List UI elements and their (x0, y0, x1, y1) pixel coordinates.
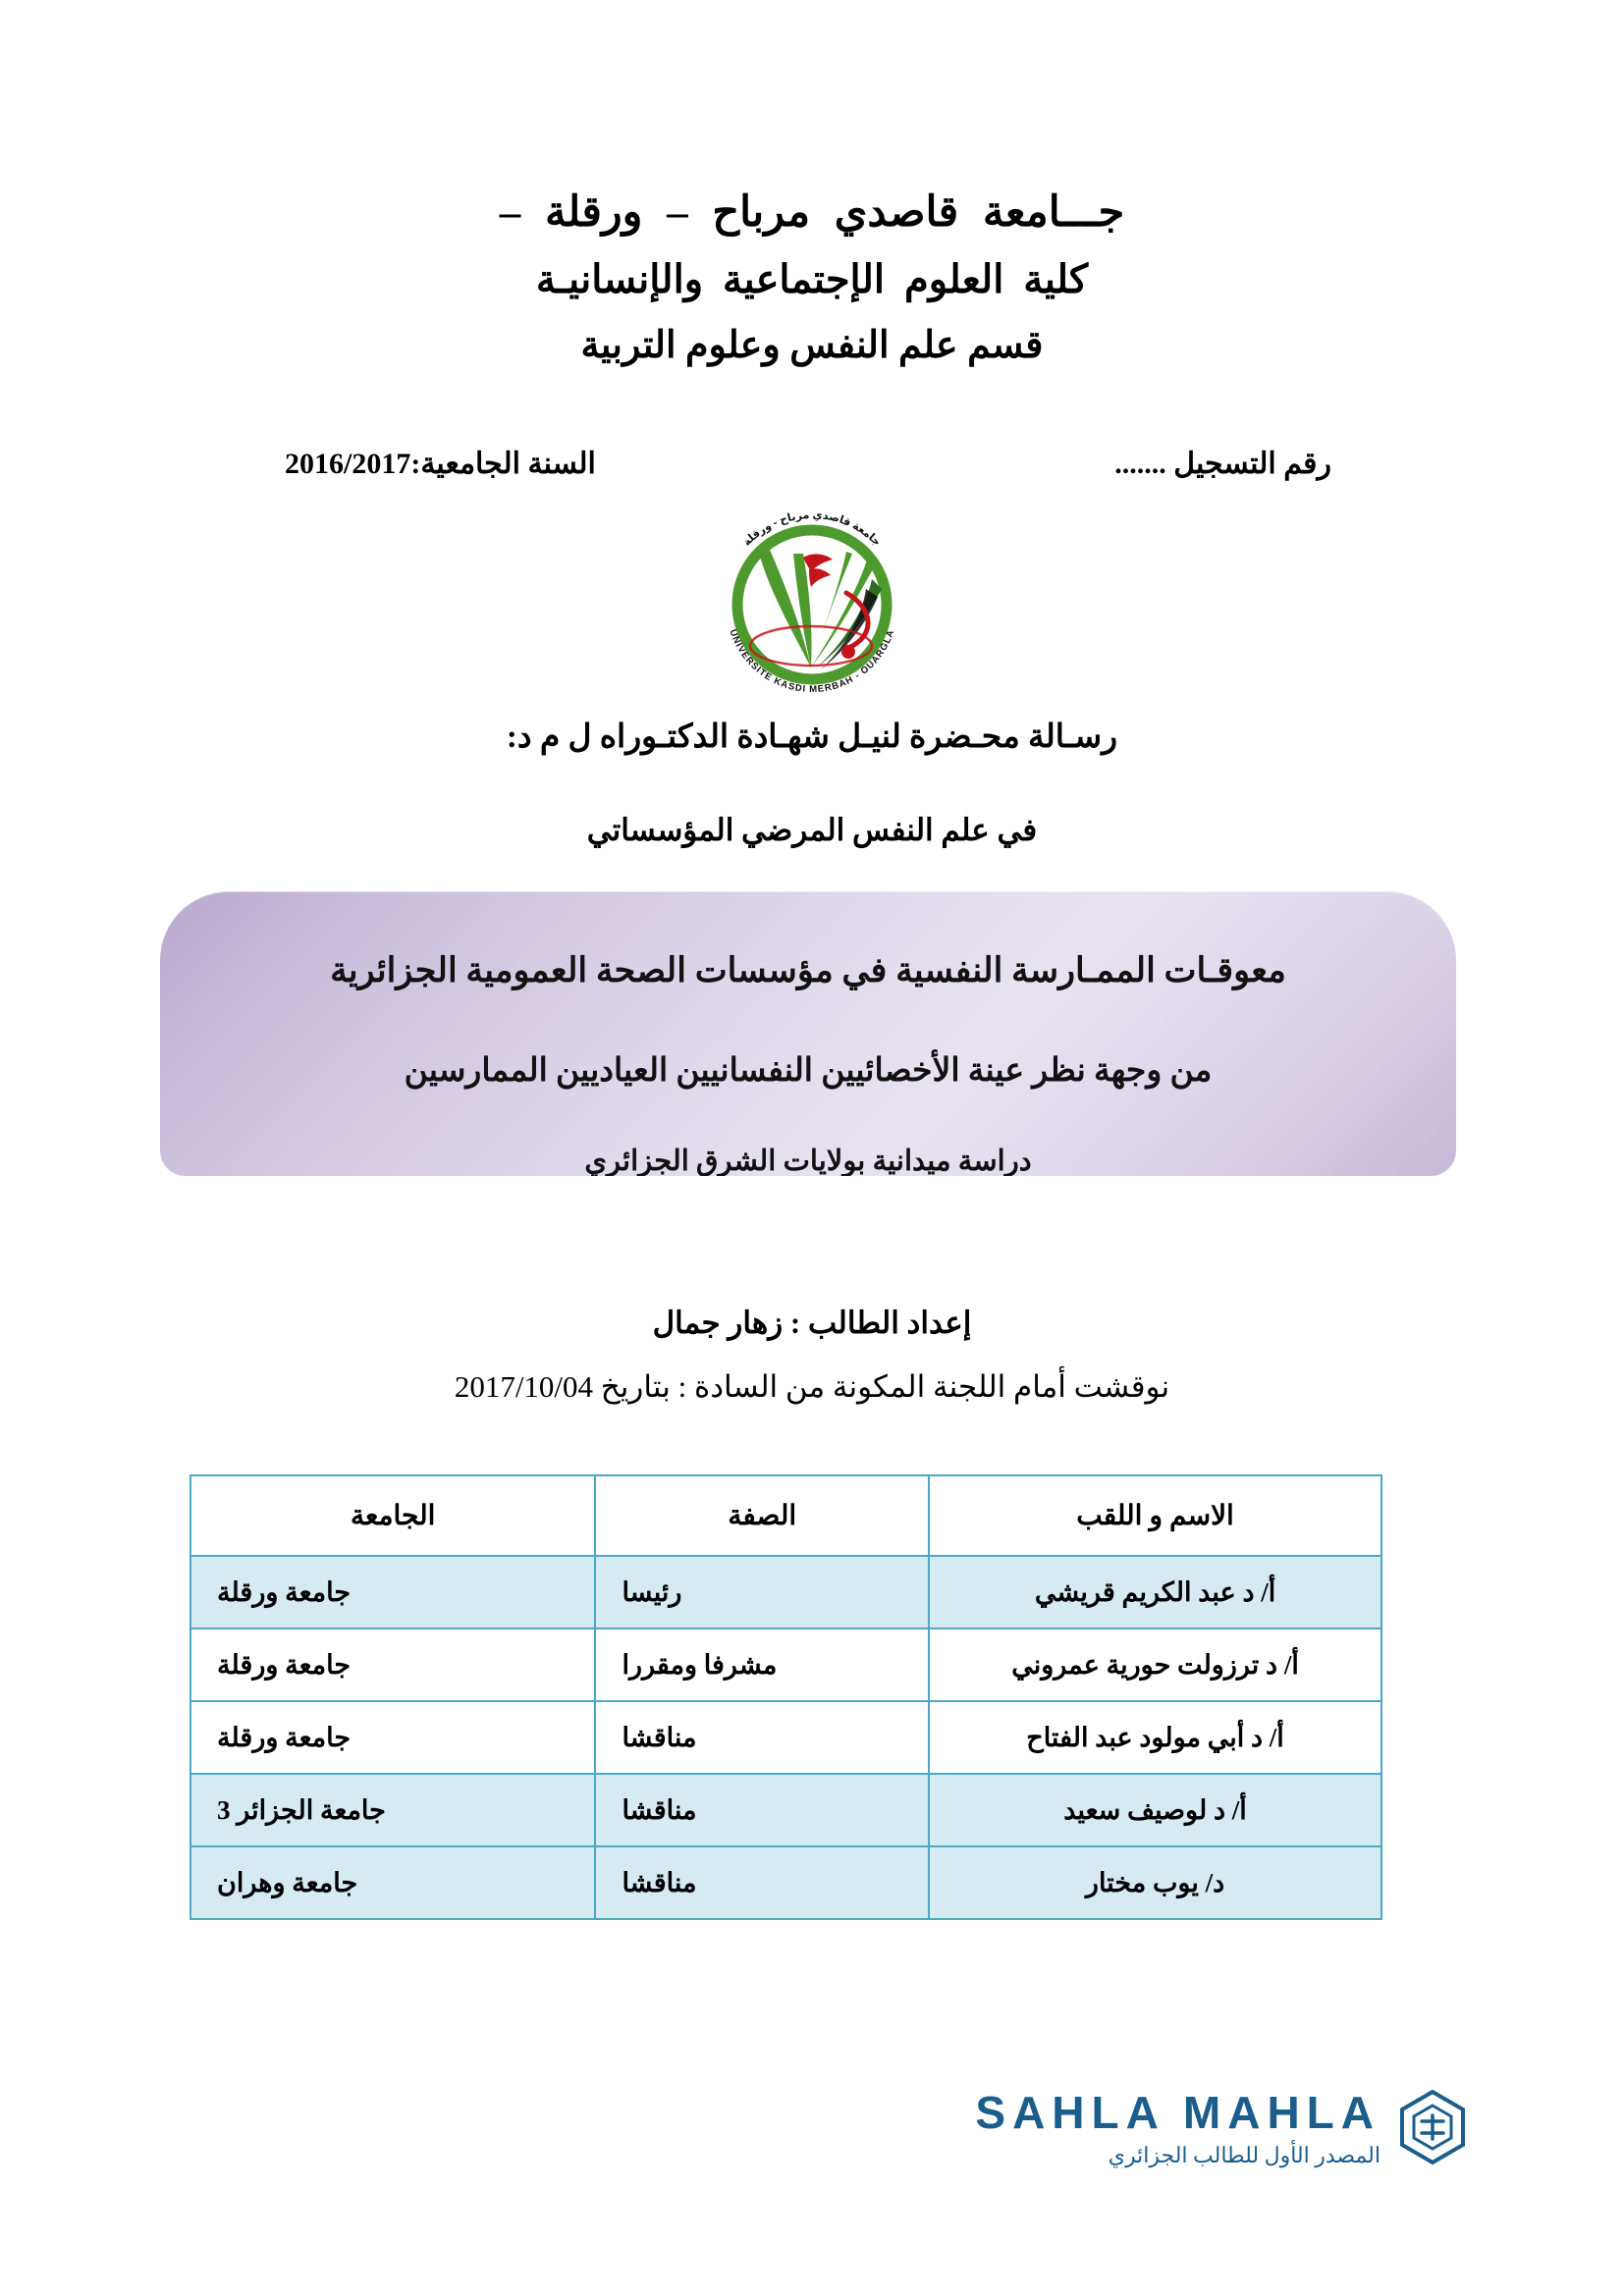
jury-table (189, 1474, 1382, 1920)
sahla-mahla-logo-icon (1398, 2090, 1467, 2164)
svg-text:UNIVERSITE KASDI MERBAH - OUAR: UNIVERSITE KASDI MERBAH - OUARGLA (727, 627, 897, 695)
faculty-name: كلية العلوم الإجتماعية والإنسانيـة (535, 257, 1089, 301)
institution-header (0, 183, 1624, 375)
jury-member-role: مشرفا ومقررا (595, 1629, 929, 1701)
header-role: الصفة (595, 1475, 929, 1556)
thesis-title-line-2: من وجهة نظر عينة الأخصائيين النفسانيين العياديين الممارسين (404, 1053, 1213, 1089)
jury-table-container (189, 1474, 1382, 1920)
thesis-subtitle: دراسة ميدانية بولايات الشرق الجزائري (584, 1146, 1032, 1176)
table-row (190, 1774, 1381, 1846)
thesis-title-line-1: معوقـات الممـارسة النفسية في مؤسسات الصحة العمومية الجزائرية (330, 951, 1286, 989)
footer-subtitle: المصدر الأول للطالب الجزائري (1108, 2143, 1380, 2167)
jury-member-name: أ/ د ترزولت حورية عمروني (929, 1629, 1381, 1701)
jury-member-role: مناقشا (595, 1701, 929, 1774)
jury-member-university: جامعة الجزائر 3 (190, 1774, 595, 1846)
header-university: الجامعة (190, 1475, 595, 1556)
footer-watermark (0, 2086, 1624, 2233)
table-row (190, 1629, 1381, 1701)
registration-row (0, 447, 1624, 492)
jury-member-role: مناقشا (595, 1846, 929, 1919)
svg-text:جامعة قاصدي مرباح - ورقلة: جامعة قاصدي مرباح - ورقلة (740, 508, 884, 549)
jury-member-role: مناقشا (595, 1774, 929, 1846)
speciality-statement: في علم النفس المرضي المؤسساتي (586, 813, 1038, 847)
jury-member-university: جامعة ورقلة (190, 1629, 595, 1701)
academic-year: السنة الجامعية:2016/2017 (285, 448, 596, 480)
jury-member-university: جامعة ورقلة (190, 1701, 595, 1774)
university-logo (699, 499, 925, 695)
university-name: جـــامعة قاصدي مرباح – ورقلة – (499, 189, 1125, 236)
jury-member-name: أ/ د عبد الكريم قريشي (929, 1556, 1381, 1629)
registration-number: رقم التسجيل ....... (1114, 448, 1331, 480)
table-row (190, 1846, 1381, 1919)
thesis-title-box (160, 891, 1456, 1176)
department-name: قسم علم النفس وعلوم التربية (580, 325, 1044, 366)
table-row (190, 1701, 1381, 1774)
university-logo-icon (699, 499, 925, 695)
table-row (190, 1556, 1381, 1629)
header-name: الاسم و اللقب (929, 1475, 1381, 1556)
footer-brand-name: SAHLA MAHLA (975, 2087, 1380, 2138)
jury-member-role: رئيسا (595, 1556, 929, 1629)
jury-member-name: أ/ د لوصيف سعيد (929, 1774, 1381, 1846)
author-line: إعداد الطالب : زهار جمال (652, 1306, 972, 1340)
table-header-row (190, 1475, 1381, 1556)
jury-member-name: أ/ د أبي مولود عبد الفتاح (929, 1701, 1381, 1774)
jury-member-name: د/ يوب مختار (929, 1846, 1381, 1919)
jury-member-university: جامعة وهران (190, 1846, 595, 1919)
jury-member-university: جامعة ورقلة (190, 1556, 595, 1629)
degree-statement: رسـالة محـضرة لنيـل شهـادة الدكتـوراه ل م د: (506, 720, 1118, 755)
defense-line: نوقشت أمام اللجنة المكونة من السادة : بتاريخ 2017/10/04 (454, 1369, 1170, 1404)
